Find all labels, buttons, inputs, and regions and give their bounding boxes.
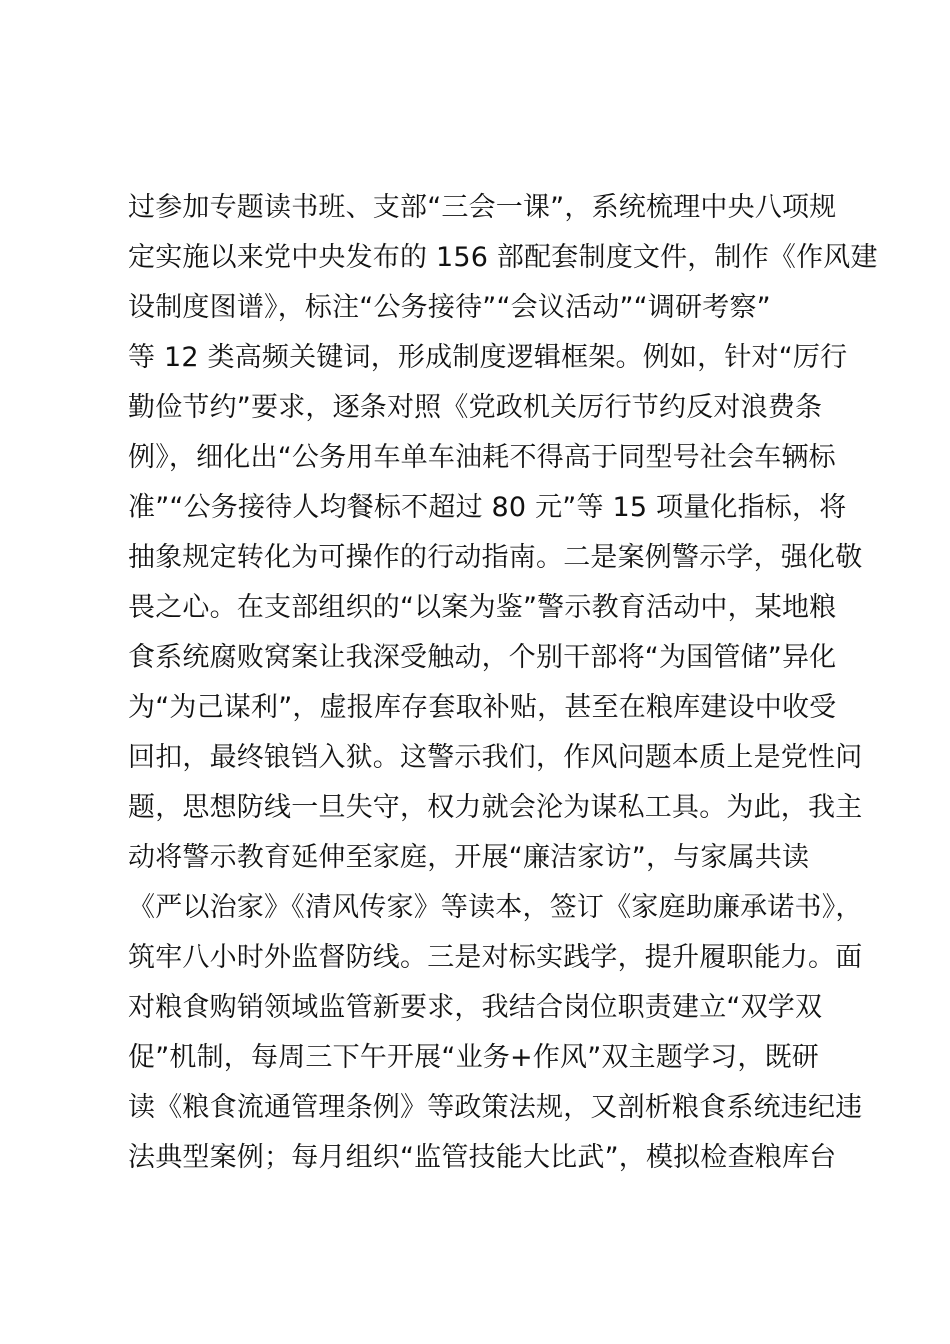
text-line-10: 食系统腐败窝案让我深受触动，个别干部将“为国管储”异化 xyxy=(128,642,837,673)
text-line-12: 回扣，最终锒铛入狱。这警示我们，作风问题本质上是党性问 xyxy=(128,742,863,773)
text-line-15: 《严以治家》《清风传家》等读本，签订《家庭助廉承诺书》， xyxy=(128,892,863,923)
text-line-8: 抽象规定转化为可操作的行动指南。二是案例警示学，强化敬 xyxy=(128,542,863,573)
text-line-17: 对粮食购销领域监管新要求，我结合岗位职责建立“双学双 xyxy=(128,992,823,1023)
text-line-18: 促”机制，每周三下午开展“业务+作风”双主题学习，既研 xyxy=(128,1042,819,1073)
text-line-1: 过参加专题读书班、支部“三会一课”，系统梳理中央八项规 xyxy=(128,192,837,223)
text-line-2: 定实施以来党中央发布的 156 部配套制度文件，制作《作风建 xyxy=(128,242,878,273)
text-line-19: 读《粮食流通管理条例》等政策法规，又剖析粮食系统违纪违 xyxy=(128,1092,863,1123)
text-line-4: 等 12 类高频关键词，形成制度逻辑框架。例如，针对“厉行 xyxy=(128,342,848,373)
text-line-20: 法典型案例；每月组织“监管技能大比武”，模拟检查粮库台 xyxy=(128,1142,837,1173)
text-line-9: 畏之心。在支部组织的“以案为鉴”警示教育活动中，某地粮 xyxy=(128,592,837,623)
text-line-13: 题，思想防线一旦失守，权力就会沦为谋私工具。为此，我主 xyxy=(128,792,863,823)
text-line-11: 为“为己谋利”，虚报库存套取补贴，甚至在粮库建设中收受 xyxy=(128,692,837,723)
text-line-14: 动将警示教育延伸至家庭，开展“廉洁家访”，与家属共读 xyxy=(128,842,810,873)
body-text xyxy=(128,183,878,1183)
text-line-16: 筑牢八小时外监督防线。三是对标实践学，提升履职能力。面 xyxy=(128,942,863,973)
text-line-3: 设制度图谱》，标注“公务接待”“会议活动”“调研考察” xyxy=(128,292,771,323)
text-line-5: 勤俭节约”要求，逐条对照《党政机关厉行节约反对浪费条 xyxy=(128,392,823,423)
text-line-6: 例》，细化出“公务用车单车油耗不得高于同型号社会车辆标 xyxy=(128,442,836,473)
text-line-7: 准”“公务接待人均餐标不超过 80 元”等 15 项量化指标，将 xyxy=(128,492,847,523)
